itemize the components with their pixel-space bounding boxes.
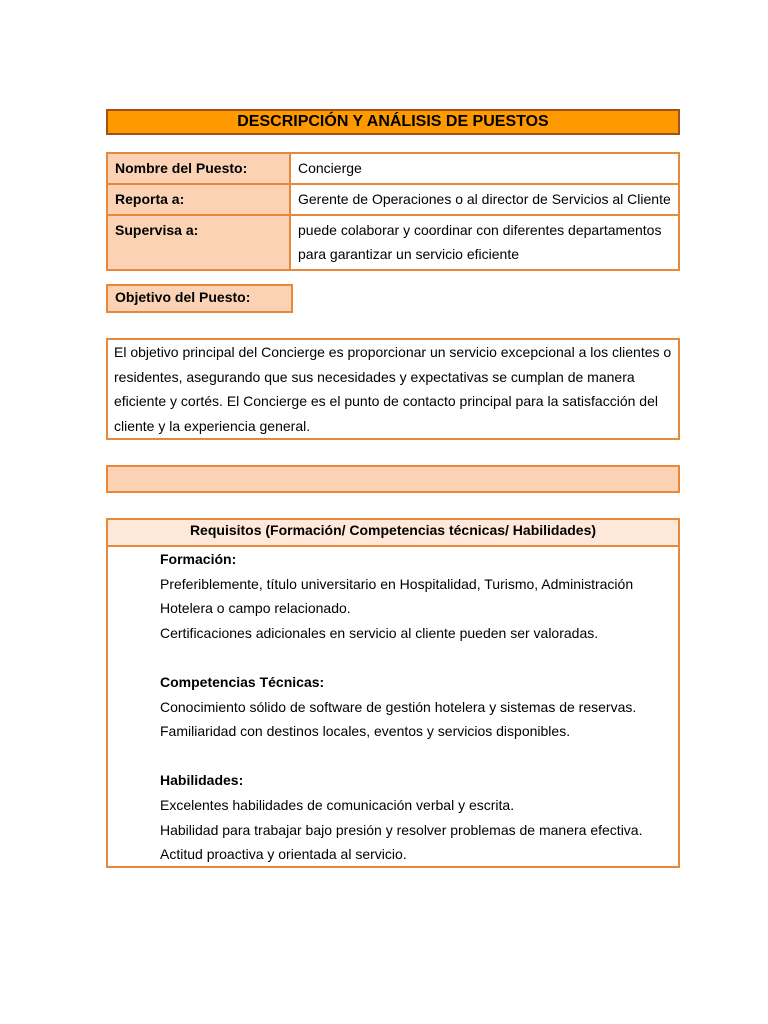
list-item: Familiaridad con destinos locales, eventos y servicios disponibles. <box>160 723 571 740</box>
document-title: DESCRIPCIÓN Y ANÁLISIS DE PUESTOS <box>106 109 680 135</box>
formacion-heading: Formación: <box>160 551 237 567</box>
list-item: Preferiblemente, título universitario en Hospitalidad, Turismo, Administración <box>160 575 634 592</box>
job-name-label: Nombre del Puesto: <box>107 153 290 184</box>
habilidades-heading: Habilidades: <box>160 772 244 789</box>
supervises-value: puede colaborar y coordinar con diferentes departamentos para garantizar un servicio eficiente <box>290 215 679 270</box>
list-item: Conocimiento sólido de software de gestión hotelera y sistemas de reservas. <box>160 698 637 715</box>
empty-section-bar <box>106 465 680 493</box>
list-item: Actitud proactiva y orientada al servicio. <box>160 846 407 863</box>
list-item: Hotelera o campo relacionado. <box>160 600 351 617</box>
table-row <box>107 215 679 270</box>
objective-text: El objetivo principal del Concierge es proporcionar un servicio excepcional a los clientes o residentes, asegurando que sus necesidades y expectativas se cumplan de manera eficiente y cortés. El Concierge es el punto de contacto principal para la satisfacción del cliente y la experiencia general. <box>106 338 680 440</box>
spacer <box>160 744 678 769</box>
list-item: Habilidad para trabajar bajo presión y resolver problemas de manera efectiva. <box>160 821 643 838</box>
reports-to-label: Reporta a: <box>107 184 290 215</box>
competencias-heading: Competencias Técnicas: <box>160 673 325 690</box>
reports-to-value: Gerente de Operaciones o al director de Servicios al Cliente <box>290 184 679 215</box>
job-info-table <box>106 152 680 271</box>
list-item: Certificaciones adicionales en servicio al cliente pueden ser valoradas. <box>160 624 599 641</box>
objective-label: Objetivo del Puesto: <box>106 284 293 313</box>
job-name-value: Concierge <box>290 153 679 184</box>
supervises-label: Supervisa a: <box>107 215 290 270</box>
table-row <box>107 184 679 215</box>
table-row <box>107 153 679 184</box>
requirements-body <box>106 545 680 868</box>
requirements-header: Requisitos (Formación/ Competencias técnicas/ Habilidades) <box>106 518 680 547</box>
list-item: Excelentes habilidades de comunicación verbal y escrita. <box>160 796 515 813</box>
spacer <box>160 645 678 670</box>
